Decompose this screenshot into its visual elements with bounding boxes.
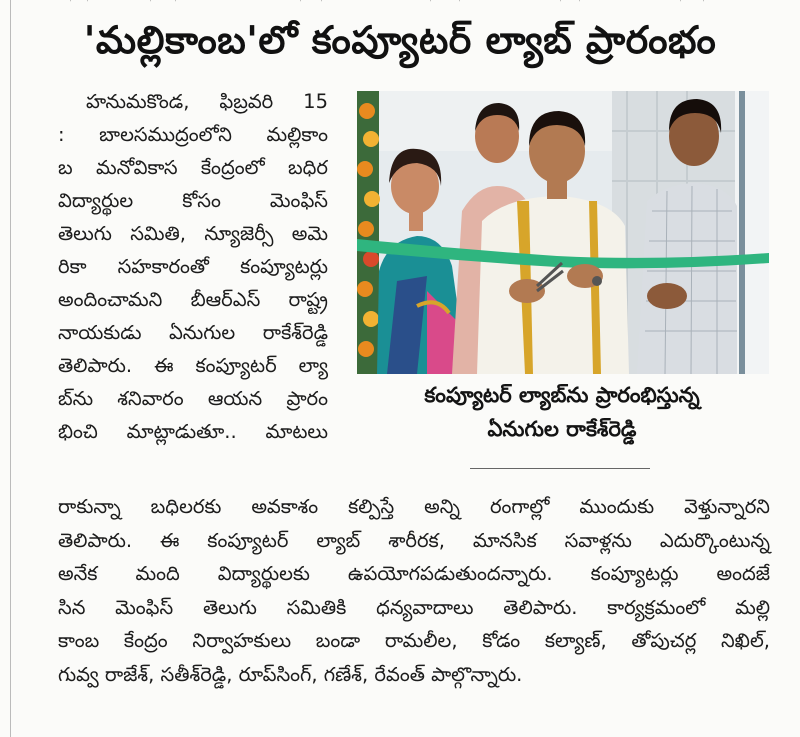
body-line: బ మనోవికాస కేంద్రంలో బధిర xyxy=(58,156,328,179)
body-line: అందించామని బీఆర్ఎస్ రాష్ట్ర xyxy=(58,288,328,311)
body-line: అనేక మంది విద్యార్థులకు ఉపయోగపడుతుందన్నారు. కంప్యూటర్లు అందజే xyxy=(58,562,770,585)
body-line: విద్యార్థుల కోసం మెంఫిస్ xyxy=(58,189,328,212)
body-line: రికా సహకారంతో కంప్యూటర్లు xyxy=(58,255,328,278)
body-line: తెలిపారు. ఈ కంప్యూటర్ ల్యాబ్ శారీరక, మానసిక సవాళ్లను ఎదుర్కొంటున్న xyxy=(58,528,770,552)
body-line: బ్‌ను శనివారం ఆయన ప్రారం xyxy=(58,387,328,410)
wristwatch xyxy=(592,276,602,286)
article-headline: 'మల్లికాంబ'లో కంప్యూటర్ ల్యాబ్ ప్రారంభం xyxy=(83,18,717,62)
body-line: సిన మెంఫిస్ తెలుగు సమితికి ధన్యవాదాలు తెలిపారు. కార్యక్రమంలో మల్లి xyxy=(58,595,770,619)
page-edge-line xyxy=(10,0,11,737)
dateline: హనుమకొండ, ఫిబ్రవరి 15 xyxy=(86,90,328,113)
caption-divider xyxy=(470,468,650,469)
body-line: తెలుగు సమితి, న్యూజెర్సీ అమె xyxy=(58,222,328,245)
body-line: నాయకుడు ఏనుగుల రాకేశ్‌రెడ్డి xyxy=(58,321,328,344)
body-line: తెలిపారు. ఈ కంప్యూటర్ ల్యా xyxy=(58,354,328,377)
clipped-previous-text xyxy=(0,0,800,8)
man-white-kurta xyxy=(477,196,629,374)
body-line: గువ్వ రాజేశ్, సతీశ్‌రెడ్డి, రూప్‌సింగ్, గణేశ్, రేవంత్ పాల్గొన్నారు. xyxy=(58,662,523,686)
caption-line: ఏనుగుల రాకేశ్‌రెడ్డి xyxy=(487,417,637,441)
photo-caption xyxy=(358,378,766,446)
man-checked-shirt xyxy=(637,183,737,374)
body-line: రాకున్నా బధిలరకు అవకాశం కల్పిస్తే అన్ని రంగాల్లో ముందుకు వెళ్తున్నారని xyxy=(58,495,770,518)
hand xyxy=(647,283,687,309)
article-body-left-column xyxy=(58,85,328,448)
marigold-flower xyxy=(359,103,375,119)
ribbon-cutting-photo xyxy=(357,91,769,374)
body-line: కాంబ కేంద్రం నిర్వాహకులు బండా రామలీల, కోడం కల్యాణ్, తోపుచర్ల నిఖిల్, xyxy=(58,629,770,652)
body-line: : బాలసముద్రంలోని మల్లికాం xyxy=(58,123,328,146)
caption-line: కంప్యూటర్ ల్యాబ్‌ను ప్రారంభిస్తున్న xyxy=(424,383,700,407)
news-photo xyxy=(357,91,769,374)
body-line: భించి మాట్లాడుతూ.. మాటలు xyxy=(58,420,328,443)
door-frame xyxy=(739,91,745,374)
article-body-full-width xyxy=(58,490,770,691)
